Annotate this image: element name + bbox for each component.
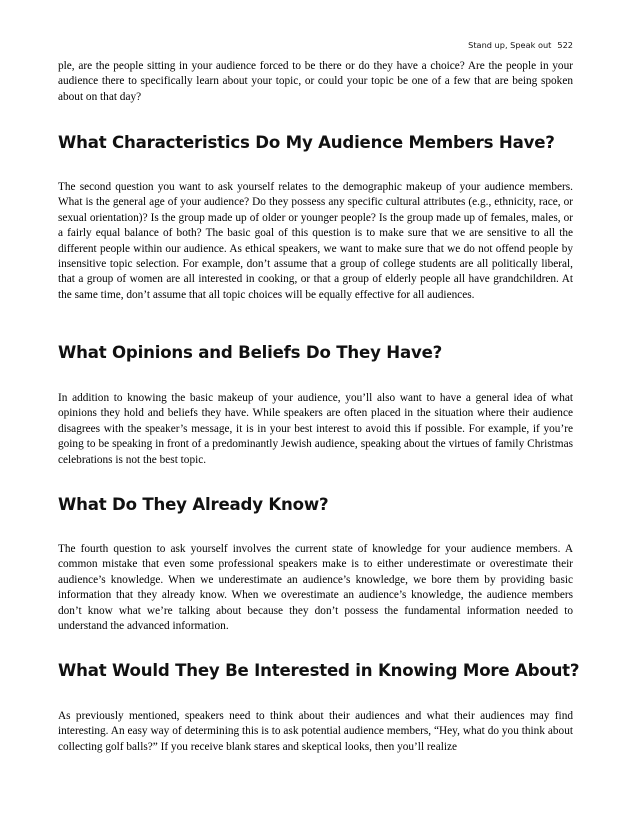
section-heading-knowledge: What Do They Already Know? [58,495,329,514]
section-heading-characteristics: What Characteristics Do My Audience Members Have? [58,133,555,152]
page-number: 522 [557,40,573,50]
section-paragraph-interests: As previously mentioned, speakers need to think about their audiences and what their audiences may find interesting. An easy way of determining this is to ask potential audience members, “Hey, what do you think about collecting golf balls?” If you receive blank stares and skeptical looks, then you’ll realize [58,710,573,753]
document-page [58,0,580,815]
section-heading-interests: What Would They Be Interested in Knowing More About? [58,661,580,680]
intro-paragraph: ple, are the people sitting in your audience forced to be there or do they have a choice? Are the people in your audience there to specifically learn about your topic, or could your topic be one of a few that are being spoken about on that day? [58,60,573,103]
book-title: Stand up, Speak out [468,40,552,50]
section-paragraph-characteristics: The second question you want to ask yourself relates to the demographic makeup of your audience members. What is the general age of your audience? Do they possess any specific cultural attributes (e.g., ethnicity, race, or sexual orientation)? Is the group made up of older or younger people? Is the group made up of females, males, or a fairly equal balance of both? The basic goal of this question is to make sure that we are sensitive to all the different people within our audience. As ethical speakers, we want to make sure that we do not offend people by insensitive topic selection. For example, don’t assume that a group of college students are all politically liberal, that a group of women are all interested in cooking, or that a group of elderly people all have grandchildren. At the same time, don’t assume that all topic choices will be equally effective for all audiences. [58,181,573,301]
running-header [468,40,573,50]
section-paragraph-opinions: In addition to knowing the basic makeup of your audience, you’ll also want to have a general idea of what opinions they hold and beliefs they have. While speakers are often placed in the situation where their audience disagrees with the speaker’s message, it is in your best interest to avoid this if possible. For example, if you’re going to be speaking in front of a predominantly Jewish audience, speaking about the virtues of family Christmas celebrations is not the best topic. [58,392,573,466]
section-heading-opinions: What Opinions and Beliefs Do They Have? [58,343,443,362]
section-paragraph-knowledge: The fourth question to ask yourself involves the current state of knowledge for your audience members. A common mistake that even some professional speakers make is to either underestimate or overestimate their audience’s knowledge. When we underestimate an audience’s knowledge, we bore them by providing basic information that they already know. When we overestimate an audience’s knowledge, the audience members don’t know what we’re talking about because they don’t possess the fundamental information needed to understand the advanced information. [58,543,573,633]
